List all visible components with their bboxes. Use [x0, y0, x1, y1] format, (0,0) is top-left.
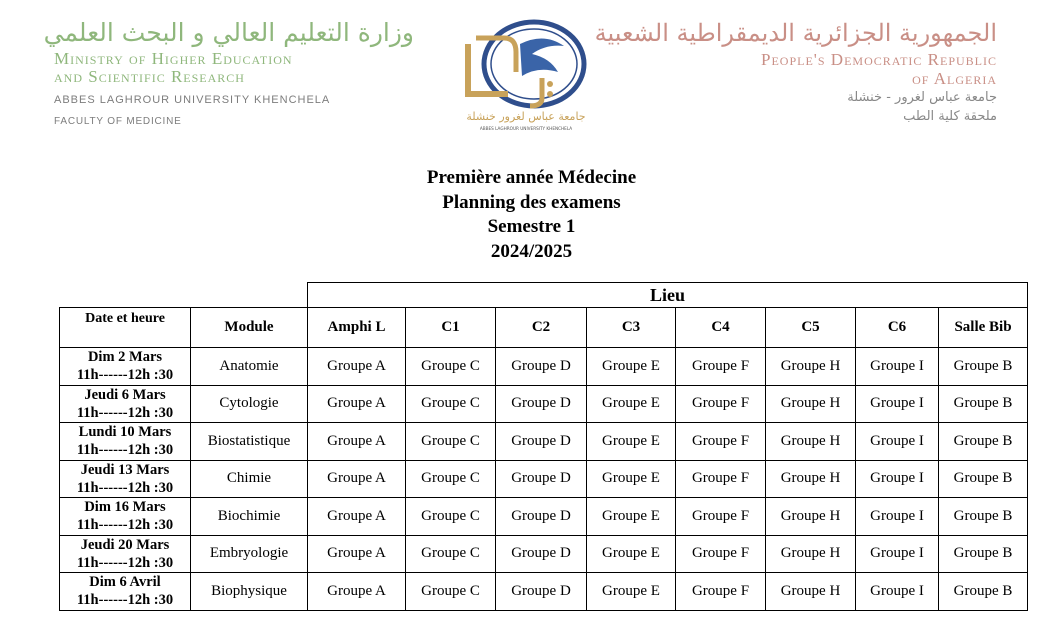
group-cell: Groupe H [766, 535, 856, 573]
table-corner-empty [60, 283, 308, 308]
group-cell: Groupe D [496, 423, 587, 461]
document-titles [0, 166, 1063, 264]
date-time-cell [60, 348, 191, 386]
table-row [60, 385, 1028, 423]
group-cell: Groupe D [496, 498, 587, 536]
university-logo [446, 14, 606, 134]
group-cell: Groupe A [308, 385, 406, 423]
group-cell: Groupe I [856, 348, 939, 386]
group-cell: Groupe F [676, 385, 766, 423]
title-planning: Planning des examens [442, 191, 621, 213]
group-cell: Groupe I [856, 573, 939, 611]
module-cell: Biophysique [191, 573, 308, 611]
exam-date: Dim 16 Mars [84, 499, 166, 516]
group-cell: Groupe B [939, 348, 1028, 386]
title-semester: Semestre 1 [487, 216, 576, 237]
table-row [60, 535, 1028, 573]
group-cell: Groupe E [587, 385, 676, 423]
group-cell: Groupe C [406, 498, 496, 536]
group-cell: Groupe A [308, 460, 406, 498]
group-cell: Groupe C [406, 423, 496, 461]
group-cell: Groupe E [587, 573, 676, 611]
group-cell: Groupe D [496, 460, 587, 498]
group-cell: Groupe F [676, 535, 766, 573]
group-cell: Groupe B [939, 385, 1028, 423]
date-time-cell [60, 460, 191, 498]
column-header-room: C1 [406, 308, 496, 348]
column-header-room: Salle Bib [939, 308, 1028, 348]
column-header-row [60, 308, 1028, 348]
table-row [60, 348, 1028, 386]
module-cell: Biostatistique [191, 423, 308, 461]
column-header-room: C2 [496, 308, 587, 348]
column-header-room: C4 [676, 308, 766, 348]
group-cell: Groupe B [939, 460, 1028, 498]
group-cell: Groupe D [496, 385, 587, 423]
column-header-room: C3 [587, 308, 676, 348]
university-name: ABBES LAGHROUR UNIVERSITY KHENCHELA [54, 94, 331, 106]
university-logo-icon [446, 14, 606, 134]
group-cell: Groupe H [766, 573, 856, 611]
logo-arabic-caption: جامعة عباس لغرور خنشلة [466, 110, 586, 123]
table-row [60, 423, 1028, 461]
faculty-name: FACULTY OF MEDICINE [54, 116, 182, 127]
group-cell: Groupe H [766, 460, 856, 498]
exam-time: 11h------12h :30 [76, 442, 174, 459]
module-cell: Anatomie [191, 348, 308, 386]
exam-time: 11h------12h :30 [76, 517, 174, 534]
university-arabic-name: جامعة عباس لغرور - خنشلة [847, 90, 997, 105]
group-cell: Groupe E [587, 535, 676, 573]
group-cell: Groupe H [766, 348, 856, 386]
module-cell: Embryologie [191, 535, 308, 573]
group-cell: Groupe I [856, 385, 939, 423]
group-cell: Groupe F [676, 460, 766, 498]
column-header-room: C5 [766, 308, 856, 348]
exam-date: Jeudi 20 Mars [80, 536, 170, 553]
group-cell: Groupe H [766, 385, 856, 423]
republic-english-line-1: People's Democratic Republic [761, 50, 997, 69]
module-cell: Chimie [191, 460, 308, 498]
group-cell: Groupe C [406, 535, 496, 573]
group-cell: Groupe H [766, 498, 856, 536]
module-cell: Biochimie [191, 498, 308, 536]
republic-arabic-title: الجمهورية الجزائرية الديمقراطية الشعبية [594, 19, 997, 47]
group-cell: Groupe B [939, 498, 1028, 536]
exam-date: Jeudi 6 Mars [84, 386, 166, 403]
group-cell: Groupe I [856, 460, 939, 498]
group-cell: Groupe C [406, 460, 496, 498]
group-cell: Groupe E [587, 498, 676, 536]
group-cell: Groupe C [406, 385, 496, 423]
column-header-module: Module [191, 308, 308, 348]
group-cell: Groupe F [676, 498, 766, 536]
group-cell: Groupe D [496, 573, 587, 611]
exam-time: 11h------12h :30 [76, 367, 174, 384]
republic-english-line-2: of Algeria [912, 69, 997, 88]
table-row [60, 573, 1028, 611]
group-cell: Groupe B [939, 573, 1028, 611]
group-cell: Groupe I [856, 535, 939, 573]
exam-date: Dim 2 Mars [87, 349, 163, 366]
date-time-cell [60, 423, 191, 461]
column-header-date: Date et heure [60, 308, 191, 348]
group-cell: Groupe F [676, 423, 766, 461]
exam-time: 11h------12h :30 [76, 592, 174, 609]
column-header-room: C6 [856, 308, 939, 348]
group-cell: Groupe I [856, 498, 939, 536]
group-cell: Groupe A [308, 535, 406, 573]
date-time-cell [60, 498, 191, 536]
date-time-cell [60, 535, 191, 573]
group-cell: Groupe E [587, 348, 676, 386]
group-cell: Groupe H [766, 423, 856, 461]
exam-date: Jeudi 13 Mars [80, 461, 170, 478]
group-cell: Groupe I [856, 423, 939, 461]
group-cell: Groupe D [496, 535, 587, 573]
ministry-english-line-2: and Scientific Research [54, 67, 245, 86]
module-cell: Cytologie [191, 385, 308, 423]
group-cell: Groupe A [308, 573, 406, 611]
header-left-block [43, 16, 414, 127]
group-cell: Groupe A [308, 348, 406, 386]
title-academic-year: 2024/2025 [490, 240, 573, 262]
exam-time: 11h------12h :30 [76, 404, 174, 421]
group-cell: Groupe F [676, 573, 766, 611]
group-cell: Groupe F [676, 348, 766, 386]
ministry-english-line-1: Ministry of Higher Education [54, 49, 293, 68]
date-time-cell [60, 385, 191, 423]
exam-time: 11h------12h :30 [76, 479, 174, 496]
group-cell: Groupe A [308, 423, 406, 461]
group-cell: Groupe A [308, 498, 406, 536]
exam-time: 11h------12h :30 [76, 554, 174, 571]
date-time-cell [60, 573, 191, 611]
table-row [60, 498, 1028, 536]
exam-planning-table [59, 282, 1028, 611]
group-cell: Groupe B [939, 423, 1028, 461]
column-header-room: Amphi L [308, 308, 406, 348]
group-cell: Groupe E [587, 460, 676, 498]
table-row [60, 460, 1028, 498]
logo-latin-caption: ABBES LAGHROUR UNIVERSITY KHENCHELA [479, 126, 573, 131]
group-cell: Groupe C [406, 573, 496, 611]
exam-date: Dim 6 Avril [89, 574, 161, 591]
group-cell: Groupe D [496, 348, 587, 386]
group-cell: Groupe C [406, 348, 496, 386]
header-right-block [594, 16, 997, 126]
group-cell: Groupe E [587, 423, 676, 461]
title-year-program: Première année Médecine [426, 167, 637, 188]
faculty-arabic-name: ملحقة كلية الطب [903, 109, 997, 124]
lieu-header: Lieu [308, 283, 1028, 308]
ministry-arabic-title: وزارة التعليم العالي و البحث العلمي [43, 18, 414, 47]
exam-date: Lundi 10 Mars [78, 424, 172, 441]
group-cell: Groupe B [939, 535, 1028, 573]
